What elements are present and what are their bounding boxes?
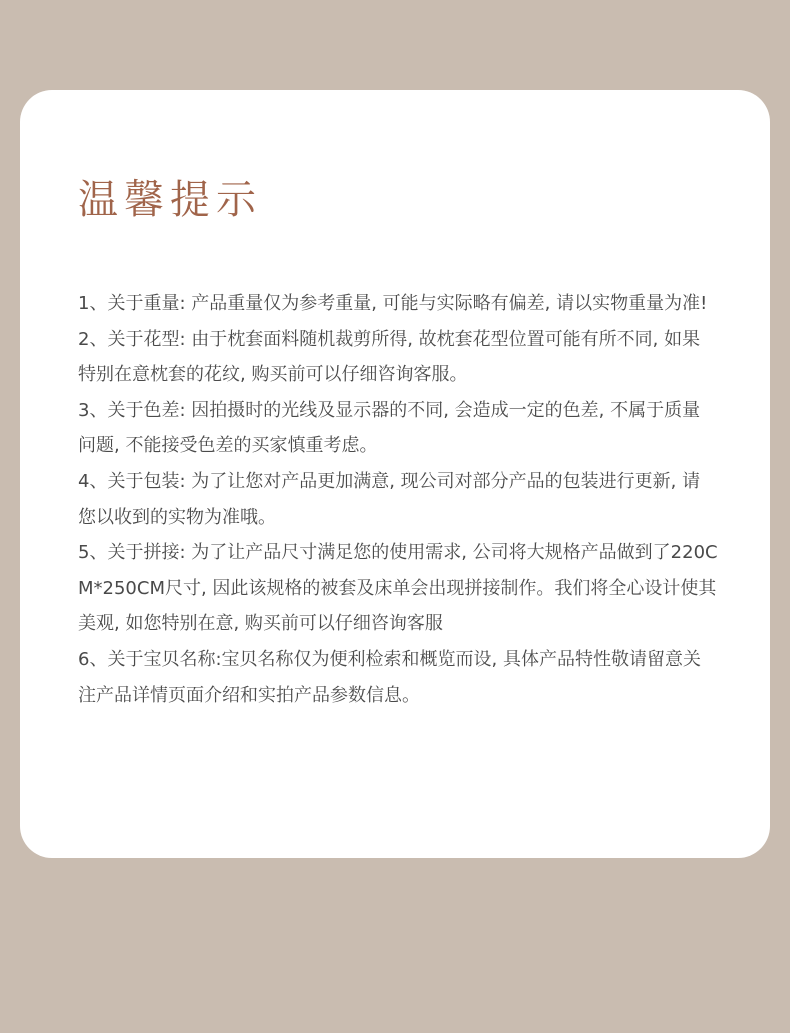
tips-card bbox=[20, 90, 770, 858]
tip-weight: 1、关于重量: 产品重量仅为参考重量, 可能与实际略有偏差, 请以实物重量为准! bbox=[78, 293, 708, 314]
tips-title: 温馨提示 bbox=[78, 177, 262, 223]
tip-product-name: 6、关于宝贝名称:宝贝名称仅为便利检索和概览而设, 具体产品特性敬请留意关注产品详情页面介绍和实拍产品参数信息。 bbox=[78, 648, 701, 706]
tips-list bbox=[78, 286, 718, 713]
tip-pattern: 2、关于花型: 由于枕套面料随机裁剪所得, 故枕套花型位置可能有所不同, 如果特别在意枕套的花纹, 购买前可以仔细咨询客服。 bbox=[78, 328, 701, 386]
tip-color-difference: 3、关于色差: 因拍摄时的光线及显示器的不同, 会造成一定的色差, 不属于质量问题, 不能接受色差的买家慎重考虑。 bbox=[78, 399, 701, 457]
tip-packaging: 4、关于包装: 为了让您对产品更加满意, 现公司对部分产品的包装进行更新, 请您以收到的实物为准哦。 bbox=[78, 470, 701, 528]
tip-stitching: 5、关于拼接: 为了让产品尺寸满足您的使用需求, 公司将大规格产品做到了220CM*250CM尺寸, 因此该规格的被套及床单会出现拼接制作。我们将全心设计使其美观, 如您特别在意, 购买前可以仔细咨询客服 bbox=[78, 542, 718, 635]
